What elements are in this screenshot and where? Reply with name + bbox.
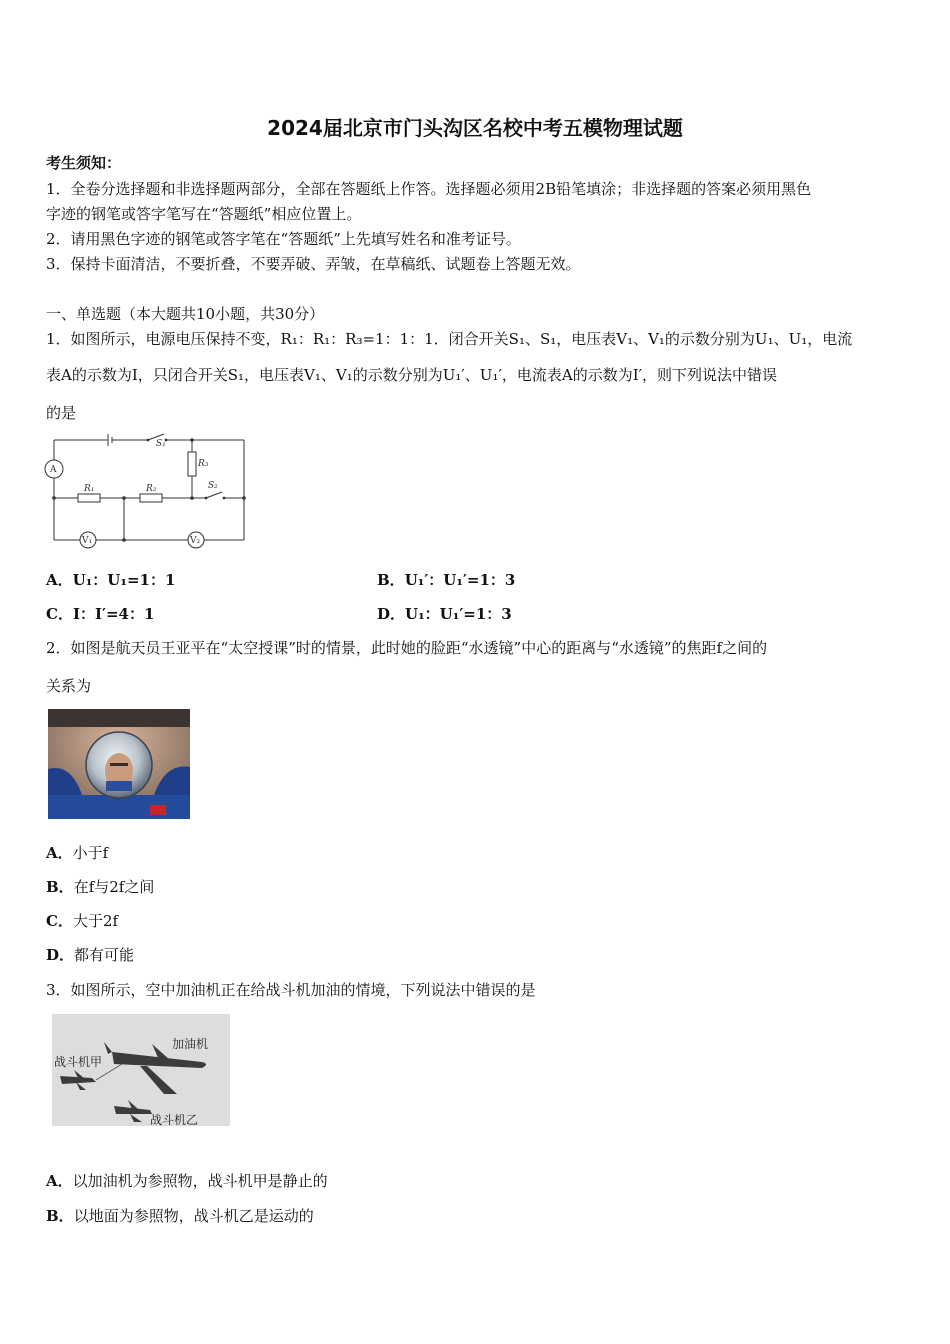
notice-item: 2．请用黑色字迹的钢笔或答字笔在“答题纸”上先填写姓名和准考证号。: [46, 230, 521, 248]
q1-option-d[interactable]: D．U₁：U₁′=1：3: [377, 605, 512, 623]
notice-item: 字迹的钢笔或答字笔写在“答题纸”相应位置上。: [46, 205, 362, 223]
r2-label: R₂: [146, 484, 157, 494]
q2-option-c[interactable]: C．大于2f: [46, 912, 119, 930]
notice-heading: 考生须知：: [46, 154, 122, 172]
tanker-label: 加油机: [172, 1037, 209, 1051]
notice-item: 3．保持卡面清洁，不要折叠，不要弄破、弄皱，在草稿纸、试题卷上答题无效。: [46, 255, 581, 273]
q1-stem: 1．如图所示，电源电压保持不变，R₁：R₁：R₃=1：1：1．闭合开关S₁、S₁，电压表V₁、V₁的示数分别为U₁、U₁，电流: [46, 330, 853, 348]
q2-option-b[interactable]: B．在f与2f之间: [46, 878, 155, 896]
q2-stem: 关系为: [46, 677, 92, 695]
q3-option-a[interactable]: A．以加油机为参照物，战斗机甲是静止的: [46, 1172, 328, 1190]
r3-label: R₃: [198, 459, 209, 469]
fighter-b-label: 战斗机乙: [150, 1113, 199, 1126]
s1-label: S₁: [156, 439, 166, 449]
q1-circuit-diagram: [44, 430, 254, 552]
q2-option-d[interactable]: D．都有可能: [46, 946, 135, 964]
r1-label: R₁: [84, 484, 95, 494]
q2-stem: 2．如图是航天员王亚平在“太空授课”时的情景，此时她的脸距“水透镜”中心的距离与“水透镜”的焦距f之间的: [46, 639, 768, 657]
section-heading: 一、单选题（本大题共10小题，共30分）: [46, 305, 325, 323]
q1-stem: 的是: [46, 404, 77, 422]
q1-stem: 表A的示数为I，只闭合开关S₁，电压表V₁、V₁的示数分别为U₁′、U₁′，电流表A的示数为I′，则下列说法中错误: [46, 366, 778, 384]
ammeter-label: A: [50, 465, 57, 475]
v2-label: V₂: [190, 536, 201, 546]
q3-option-b[interactable]: B．以地面为参照物，战斗机乙是运动的: [46, 1207, 314, 1225]
q2-water-lens-photo: [48, 709, 190, 819]
page-title: 2024届北京市门头沟区名校中考五模物理试题: [267, 116, 683, 140]
q3-aerial-refueling-photo: [52, 1014, 230, 1126]
q2-option-a[interactable]: A．小于f: [46, 844, 109, 862]
q1-option-a[interactable]: A．U₁：U₁=1：1: [46, 571, 176, 589]
q1-option-b[interactable]: B．U₁′：U₁′=1：3: [377, 571, 516, 589]
notice-item: 1．全卷分选择题和非选择题两部分，全部在答题纸上作答。选择题必须用2B铅笔填涂；非选择题的答案必须用黑色: [46, 180, 812, 198]
fighter-a-label: 战斗机甲: [54, 1055, 103, 1069]
q3-stem: 3．如图所示，空中加油机正在给战斗机加油的情境，下列说法中错误的是: [46, 981, 536, 999]
s2-label: S₂: [208, 481, 218, 491]
q1-option-c[interactable]: C．I：I′=4：1: [46, 605, 155, 623]
v1-label: V₁: [82, 536, 93, 546]
